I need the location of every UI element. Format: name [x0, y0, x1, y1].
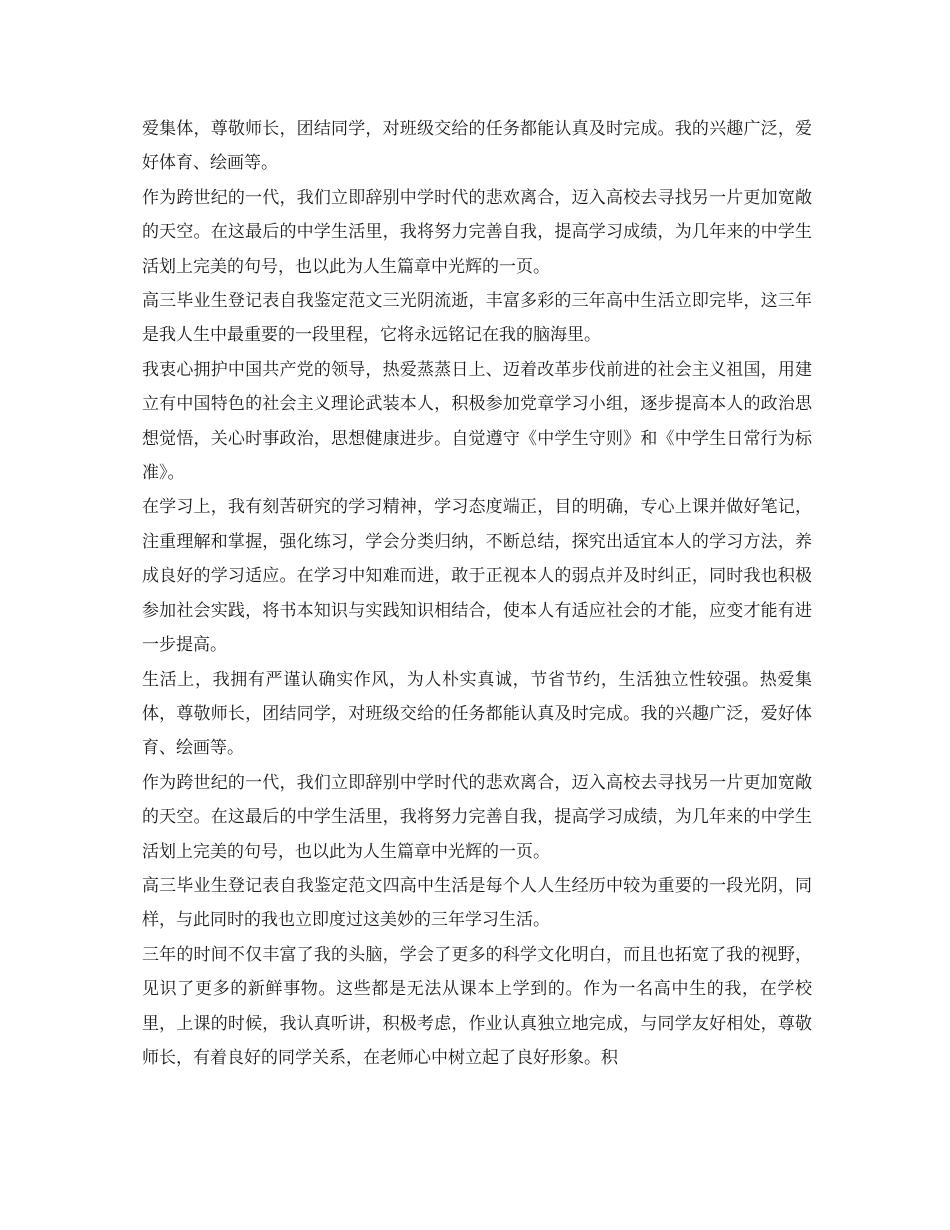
- paragraph-9: 三年的时间不仅丰富了我的头脑，学会了更多的科学文化明白，而且也拓宽了我的视野，见识了更多的新鲜事物。这些都是无法从课本上学到的。作为一名高中生的我，在学校里，上课的时候，我认真听讲，积极考虑，作业认真独立地完成，与同学友好相处，尊敬师长，有着良好的同学关系，在老师心中树立起了良好形象。积: [142, 944, 812, 1068]
- paragraph-3: 高三毕业生登记表自我鉴定范文三光阴流逝，丰富多彩的三年高中生活立即完毕，这三年是我人生中最重要的一段里程，它将永远铭记在我的脑海里。: [142, 291, 812, 346]
- document-body: [142, 112, 812, 1075]
- paragraph-8: 高三毕业生登记表自我鉴定范文四高中生活是每个人人生经历中较为重要的一段光阴，同样，与此同时的我也立即度过这美妙的三年学习生活。: [142, 875, 812, 931]
- paragraph-2: 作为跨世纪的一代，我们立即辞别中学时代的悲欢离合，迈入高校去寻找另一片更加宽敞的天空。在这最后的中学生活里，我将努力完善自我，提高学习成绩，为几年来的中学生活划上完美的句号，也以此为人生篇章中光辉的一页。: [142, 187, 812, 277]
- paragraph-5: 在学习上，我有刻苦研究的学习精神，学习态度端正，目的明确，专心上课并做好笔记，注重理解和掌握，强化练习，学会分类归纳，不断总结，探究出适宜本人的学习方法，养成良好的学习适应。在学习中知难而进，敢于正视本人的弱点并及时纠正，同时我也积极参加社会实践，将书本知识与实践知识相结合，使本人有适应社会的才能，应变才能有进一步提高。: [142, 497, 812, 656]
- paragraph-4: 我衷心拥护中国共产党的领导，热爱蒸蒸日上、迈着改革步伐前进的社会主义祖国，用建立有中国特色的社会主义理论武装本人，积极参加党章学习小组，逐步提高本人的政治思想觉悟，关心时事政治，思想健康进步。自觉遵守《中学生守则》和《中学生日常行为标准》。: [142, 359, 812, 484]
- paragraph-7: 作为跨世纪的一代，我们立即辞别中学时代的悲欢离合，迈入高校去寻找另一片更加宽敞的天空。在这最后的中学生活里，我将努力完善自我，提高学习成绩，为几年来的中学生活划上完美的句号，也以此为人生篇章中光辉的一页。: [142, 772, 812, 862]
- paragraph-1: 爱集体，尊敬师长，团结同学，对班级交给的任务都能认真及时完成。我的兴趣广泛，爱好体育、绘画等。: [142, 119, 812, 174]
- paragraph-6: 生活上，我拥有严谨认确实作风，为人朴实真诚，节省节约，生活独立性较强。热爱集体，尊敬师长，团结同学，对班级交给的任务都能认真及时完成。我的兴趣广泛，爱好体育、绘画等。: [142, 669, 812, 759]
